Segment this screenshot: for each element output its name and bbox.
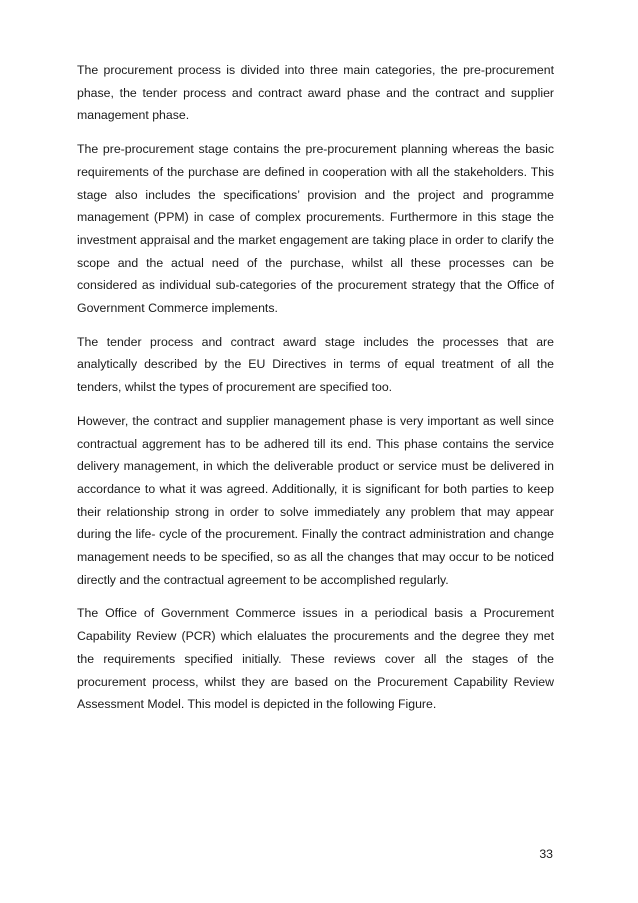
page-number: 33 — [539, 847, 553, 861]
paragraph-5: The Office of Government Commerce issues in a periodical basis a Procurement Capability Review (PCR) which elaluates the procurements and the degree they met the requirements specified initially. These reviews cover all the stages of the procurement process, whilst they are based on the Procurement Capability Review Assessment Model. This model is depicted in the following Figure. — [77, 606, 554, 712]
body-text — [77, 59, 554, 727]
paragraph-3: The tender process and contract award stage includes the processes that are analytically described by the EU Directives in terms of equal treatment of all the tenders, whilst the types of procurement are specified too. — [77, 334, 554, 395]
paragraph-2: The pre-procurement stage contains the pre-procurement planning whereas the basic requirements of the purchase are defined in cooperation with all the stakeholders. This stage also includes the specifications’ provision and the project and programme management (PPM) in case of complex procurements. Furthermore in this stage the investment appraisal and the market engagement are taking place in order to clarify the scope and the actual need of the purchase, whilst all these processes can be considered as individual sub-categories of the procurement strategy that the Office of Government Commerce implements. — [77, 142, 554, 316]
paragraph-4: However, the contract and supplier management phase is very important as well since contractual aggrement has to be adhered till its end. This phase contains the service delivery management, in which the deliverable product or service must be delivered in accordance to what it was agreed. Additionally, it is significant for both parties to keep their relationship strong in order to solve immediately any problem that may appear during the life- cycle of the procurement. Finally the contract administration and change management needs to be specified, so as all the changes that may occur to be noticed directly and the contractual agreement to be accomplished regularly. — [77, 413, 554, 587]
paragraph-1: The procurement process is divided into three main categories, the pre-procurement phase, the tender process and contract award phase and the contract and supplier management phase. — [77, 63, 554, 123]
